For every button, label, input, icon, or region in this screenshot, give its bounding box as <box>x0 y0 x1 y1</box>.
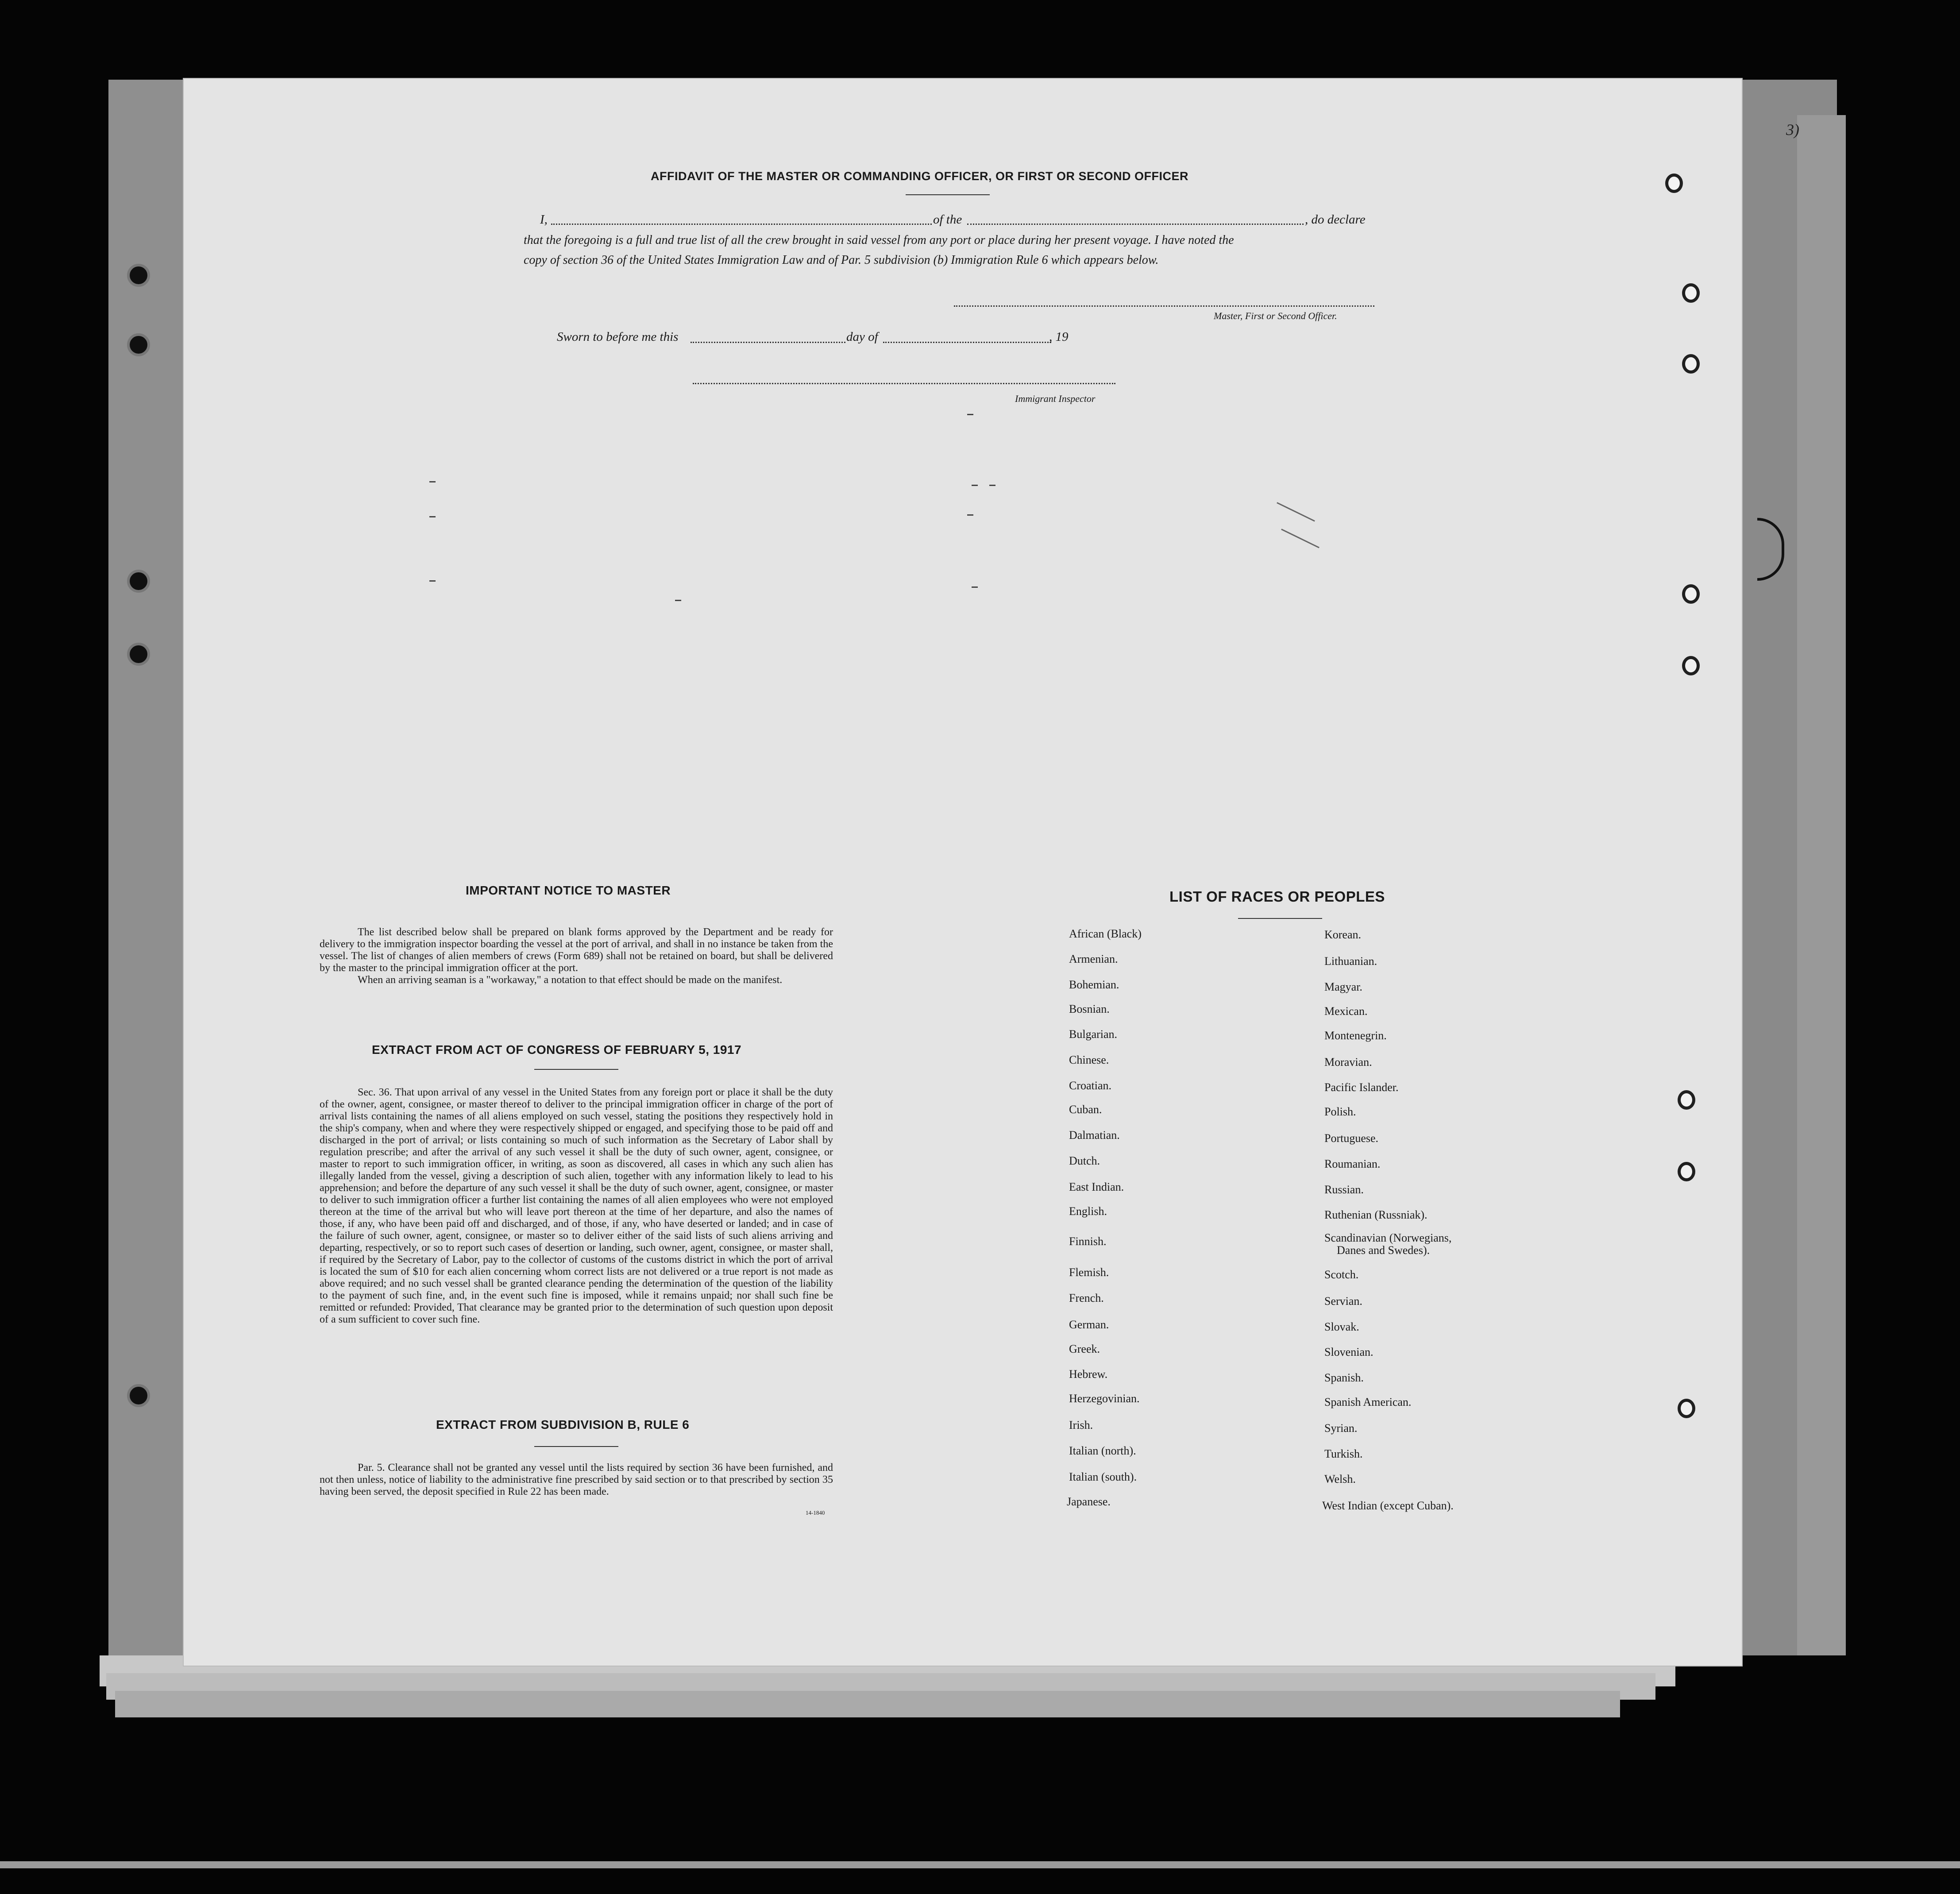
race-item: Pacific Islander. <box>1324 1081 1399 1094</box>
sworn-end: , 19 <box>1049 330 1069 344</box>
race-item: Scandinavian (Norwegians, <box>1324 1231 1452 1244</box>
punch-hole-icon <box>127 264 150 287</box>
master-signature-label: Master, First or Second Officer. <box>1214 310 1337 321</box>
show-through-mark <box>967 414 973 415</box>
race-item: Danes and Swedes). <box>1337 1244 1430 1257</box>
race-item: Slovak. <box>1324 1320 1359 1333</box>
sworn-start: Sworn to before me this <box>557 330 679 344</box>
master-signature-field[interactable] <box>954 305 1374 307</box>
act-divider <box>534 1069 618 1070</box>
race-item: Ruthenian (Russniak). <box>1324 1208 1428 1221</box>
affidavit-line1-end: , do declare <box>1305 212 1366 227</box>
show-through-mark <box>429 580 436 582</box>
race-item: Armenian. <box>1069 953 1118 965</box>
document-page <box>184 79 1742 1666</box>
show-through-mark <box>967 514 973 516</box>
race-item: Greek. <box>1069 1342 1100 1355</box>
race-item: Magyar. <box>1324 980 1362 993</box>
punch-hole-icon <box>1678 1399 1695 1418</box>
rule-extract-text: Par. 5. Clearance shall not be granted any vessel until the lists required by section 36 have been furnished, and not then unless, notice of liability to the administrative fine prescribed by said section or to that prescribed by section 35 having been served, the deposit specified in Rule 22 has been made. <box>320 1462 833 1497</box>
race-item: Dutch. <box>1069 1154 1100 1167</box>
title-divider <box>906 194 990 195</box>
race-item: Bohemian. <box>1069 978 1119 991</box>
races-title: LIST OF RACES OR PEOPLES <box>1169 888 1385 905</box>
show-through-mark <box>972 485 978 486</box>
affidavit-line3: copy of section 36 of the United States Immigration Law and of Par. 5 subdivision (b) Immigration Rule 6 which appears below. <box>524 253 1159 267</box>
race-item: Italian (north). <box>1069 1444 1136 1457</box>
race-item: Moravian. <box>1324 1056 1372 1069</box>
affidavit-line1-start: I, <box>540 212 548 227</box>
act-extract-body <box>320 1087 833 1326</box>
race-item: Portuguese. <box>1324 1132 1379 1145</box>
punch-hole-icon <box>127 570 150 593</box>
rule-extract-title: EXTRACT FROM SUBDIVISION B, RULE 6 <box>436 1418 690 1431</box>
inspector-label: Immigrant Inspector <box>1015 393 1096 404</box>
show-through-mark <box>675 600 681 601</box>
race-item: Croatian. <box>1069 1079 1112 1092</box>
punch-hole-icon <box>1678 1090 1695 1110</box>
race-item: East Indian. <box>1069 1180 1124 1193</box>
race-item: Polish. <box>1324 1105 1356 1118</box>
race-item: Chinese. <box>1069 1053 1109 1066</box>
race-item: Welsh. <box>1324 1473 1356 1485</box>
race-item: Montenegrin. <box>1324 1029 1387 1042</box>
rule-extract-body <box>320 1462 833 1498</box>
show-through-mark <box>429 481 436 482</box>
back-sheet-bottom-3 <box>115 1691 1620 1717</box>
race-item: Dalmatian. <box>1069 1129 1120 1142</box>
form-number: 14-1840 <box>806 1509 825 1516</box>
race-item: English. <box>1069 1205 1107 1218</box>
race-item: Spanish American. <box>1324 1396 1412 1408</box>
rule-divider <box>534 1446 618 1447</box>
race-item: Bulgarian. <box>1069 1028 1118 1041</box>
punch-hole-icon <box>127 333 150 356</box>
race-item: Scotch. <box>1324 1268 1359 1281</box>
punch-hole-icon <box>1665 174 1683 193</box>
act-extract-text: Sec. 36. That upon arrival of any vessel in the United States from any foreign port or place it shall be the duty of the owner, agent, consignee, or master thereof to deliver to the principal immigration officer in charge of the port of arrival lists containing the names of all aliens employed on such vessel, stating the positions they respectively hold in the ship's company, when and where they were respectively shipped or engaged, and specifying those to be paid off and discharged in the port of arrival; or lists containing so much of such information as the Secretary of Labor shall by regulation prescribe; and after the arrival of any such vessel it shall be the duty of such owner, agent, consignee, or master to report to such immigration officer, in writing, as soon as discovered, all cases in which any such alien has illegally landed from the vessel, giving a description of such alien, together with any information likely to lead to his apprehension; and before the departure of any such vessel it shall be the duty of such owner, agent, consignee, or master to deliver to such immigration officer a further list containing the names of all alien employees who were not employed thereon at the time of the arrival but who will leave port thereon at the time of her departure, and also the names of those, if any, who have been paid off and discharged, and of those, if any, who have deserted or landed; and in case of the failure of such owner, agent, consignee, or master so to deliver either of the said lists of such aliens arriving and departing, respectively, or so to report such cases of desertion or landing, such owner, agent, consignee, or master shall, if required by the Secretary of Labor, pay to the collector of customs of the customs district in which the port of arrival is located the sum of $10 for each alien concerning whom correct lists are not delivered or a true report is not made as above required; and no such vessel shall be granted clearance pending the determination of the question of the liability to the payment of such fine, and, in the event such fine is imposed, while it remains unpaid; nor shall such fine be remitted or refunded: Provided, That clearance may be granted prior to the determination of such question upon deposit of a sum sufficient to cover such fine. <box>320 1087 833 1325</box>
punch-hole-icon <box>127 1384 150 1407</box>
punch-hole-icon <box>1682 656 1700 675</box>
show-through-mark <box>989 485 995 486</box>
act-extract-title: EXTRACT FROM ACT OF CONGRESS OF FEBRUARY 5, 1917 <box>372 1043 742 1057</box>
race-item: German. <box>1069 1318 1109 1331</box>
punch-hole-icon <box>1682 584 1700 604</box>
punch-hole-icon <box>127 643 150 666</box>
race-item: Korean. <box>1324 928 1362 941</box>
inspector-signature-field[interactable] <box>693 383 1115 384</box>
scan-border-line <box>0 1861 1960 1868</box>
race-item: African (Black) <box>1069 927 1142 940</box>
margin-note: 3) <box>1786 121 1799 139</box>
race-item: Irish. <box>1069 1419 1093 1431</box>
sworn-month-field[interactable] <box>883 342 1051 343</box>
name-field[interactable] <box>551 224 932 225</box>
sworn-mid: day of <box>846 330 878 344</box>
race-item: French. <box>1069 1292 1104 1304</box>
race-item: Hebrew. <box>1069 1368 1108 1381</box>
race-item: Turkish. <box>1324 1447 1363 1460</box>
race-item: West Indian (except Cuban). <box>1322 1499 1454 1512</box>
show-through-mark <box>972 586 978 588</box>
punch-hole-icon <box>1682 354 1700 374</box>
affidavit-title: AFFIDAVIT OF THE MASTER OR COMMANDING OFFICER, OR FIRST OR SECOND OFFICER <box>651 170 1188 183</box>
race-item: Flemish. <box>1069 1266 1109 1279</box>
race-item: Spanish. <box>1324 1371 1364 1384</box>
sworn-day-field[interactable] <box>691 342 845 343</box>
race-item: Lithuanian. <box>1324 955 1377 968</box>
notice-paragraph: When an arriving seaman is a "workaway," a notation to that effect should be made on the manifest. <box>358 974 783 986</box>
back-sheet-left <box>108 80 188 1673</box>
punch-hole-icon <box>1678 1162 1695 1181</box>
race-item: Italian (south). <box>1069 1470 1137 1483</box>
race-item: Mexican. <box>1324 1005 1368 1018</box>
show-through-mark <box>429 516 436 517</box>
affidavit-line1-mid: of the <box>933 212 962 227</box>
vessel-field[interactable] <box>967 224 1304 225</box>
race-item: Herzegovinian. <box>1069 1392 1140 1405</box>
race-item: Cuban. <box>1069 1103 1102 1116</box>
notice-title: IMPORTANT NOTICE TO MASTER <box>466 883 671 897</box>
race-item: Bosnian. <box>1069 1003 1110 1015</box>
notice-paragraph: The list described below shall be prepared on blank forms approved by the Department and be ready for delivery to the immigration inspector boarding the vessel at the port of arrival, and shall in no instance be taken from the vessel. The list of changes of alien members of crews (Form 689) shall not be retained on board, but shall be delivered by the master to the principal immigration officer at the port. <box>320 926 833 974</box>
race-item: Japanese. <box>1067 1495 1111 1508</box>
affidavit-line2: that the foregoing is a full and true list of all the crew brought in said vessel from any port or place during her present voyage. I have noted the <box>524 233 1234 247</box>
punch-hole-icon <box>1682 283 1700 303</box>
notice-body <box>320 926 833 986</box>
race-item: Roumanian. <box>1324 1157 1381 1170</box>
race-item: Syrian. <box>1324 1422 1358 1435</box>
race-item: Servian. <box>1324 1295 1362 1308</box>
back-sheet-right-edge <box>1797 115 1846 1655</box>
race-item: Russian. <box>1324 1183 1364 1196</box>
race-item: Slovenian. <box>1324 1346 1374 1358</box>
race-item: Finnish. <box>1069 1235 1107 1248</box>
races-divider <box>1238 918 1322 919</box>
